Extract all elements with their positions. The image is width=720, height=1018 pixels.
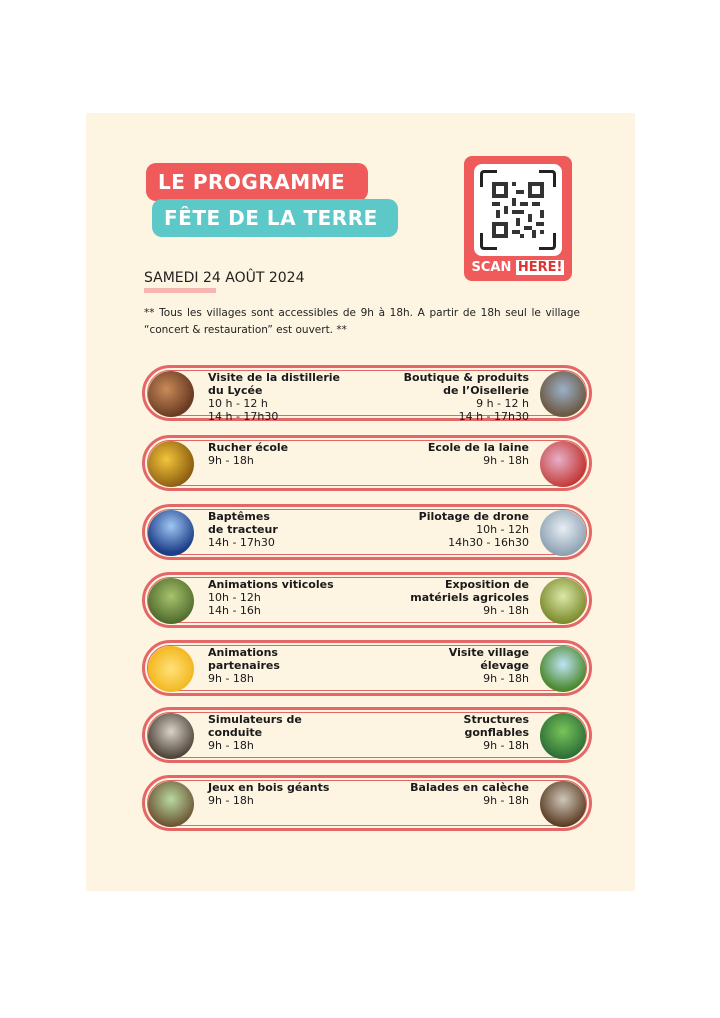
- activity-name: Rucher école: [208, 441, 289, 454]
- activity-row: [142, 572, 592, 628]
- event-date: SAMEDI 24 AOÛT 2024: [144, 270, 305, 286]
- scan-here-label: SCAN HERE!: [471, 260, 563, 275]
- distillery-photo: [148, 371, 194, 417]
- activity-right: [428, 441, 529, 467]
- activity-name: Boutique & produits de l’Oisellerie: [403, 371, 529, 397]
- activity-time: 10h - 12h 14h - 16h: [208, 591, 261, 617]
- activity-name: Visite village élevage: [448, 646, 529, 672]
- wool-photo: [540, 441, 586, 487]
- activity-time: 9h - 18h: [483, 454, 529, 467]
- qr-code-card[interactable]: [464, 156, 572, 281]
- activity-row: [142, 640, 592, 696]
- activity-time: 9h - 18h: [208, 794, 254, 807]
- activity-name: Exposition de matériels agricoles: [410, 578, 529, 604]
- drone-photo: [540, 510, 586, 556]
- activity-row: [142, 365, 592, 421]
- activity-right: [449, 646, 529, 685]
- simulator-photo: [148, 713, 194, 759]
- harvester-photo: [540, 578, 586, 624]
- activity-time: 9 h - 12 h 14 h - 17h30: [458, 397, 529, 423]
- activity-left: [208, 441, 288, 467]
- bees-photo: [148, 441, 194, 487]
- activity-row: [142, 435, 592, 491]
- activity-left: [208, 646, 280, 685]
- cow-photo: [540, 646, 586, 692]
- activity-time: 9h - 18h: [483, 604, 529, 617]
- activity-time: 14h - 17h30: [208, 536, 275, 549]
- activity-left: [208, 713, 302, 752]
- wood-games-photo: [148, 781, 194, 827]
- qr-code: [474, 164, 562, 256]
- activity-name: Structures gonflables: [463, 713, 529, 739]
- title-line-2: FÊTE DE LA TERRE: [152, 199, 398, 237]
- activity-right: [410, 578, 529, 617]
- activity-time: 9h - 18h: [208, 454, 254, 467]
- partners-photo: [148, 646, 194, 692]
- activity-name: Baptêmes de tracteur: [208, 510, 278, 536]
- activity-row: [142, 775, 592, 831]
- activity-time: 10 h - 12 h 14 h - 17h30: [208, 397, 279, 423]
- activity-time: 9h - 18h: [208, 739, 254, 752]
- activity-right: [410, 781, 529, 807]
- activity-row: [142, 504, 592, 560]
- activity-time: 9h - 18h: [483, 794, 529, 807]
- title-line-1: LE PROGRAMME: [146, 163, 368, 201]
- shop-photo: [540, 371, 586, 417]
- activity-left: [208, 578, 334, 617]
- poster: [86, 113, 635, 891]
- opening-note: ** Tous les villages sont accessibles de 9h à 18h. A partir de 18h seul le village “concert & restauration” est ouvert. **: [144, 307, 580, 336]
- activity-name: Animations viticoles: [208, 578, 334, 591]
- activity-name: Animations partenaires: [208, 646, 280, 672]
- activity-name: Pilotage de drone: [418, 510, 529, 523]
- inflatable-photo: [540, 713, 586, 759]
- activity-name: Jeux en bois géants: [208, 781, 330, 794]
- activity-time: 10h - 12h 14h30 - 16h30: [448, 523, 529, 549]
- activity-time: 9h - 18h: [208, 672, 254, 685]
- activity-time: 9h - 18h: [483, 739, 529, 752]
- tractor-photo: [148, 510, 194, 556]
- activity-right: [404, 371, 529, 423]
- vineyard-photo: [148, 578, 194, 624]
- activity-name: Simulateurs de conduite: [208, 713, 302, 739]
- activity-name: Visite de la distillerie du Lycée: [208, 371, 341, 397]
- activity-name: Ecole de la laine: [427, 441, 529, 454]
- activity-row: [142, 707, 592, 763]
- activity-time: 9h - 18h: [483, 672, 529, 685]
- activity-left: [208, 510, 278, 549]
- activity-name: Balades en calèche: [410, 781, 529, 794]
- activity-left: [208, 371, 340, 423]
- activity-right: [464, 713, 529, 752]
- activity-right: [419, 510, 529, 549]
- activity-left: [208, 781, 329, 807]
- date-underline: [144, 288, 216, 293]
- horse-carriage-photo: [540, 781, 586, 827]
- qr-pattern-icon: [492, 182, 544, 238]
